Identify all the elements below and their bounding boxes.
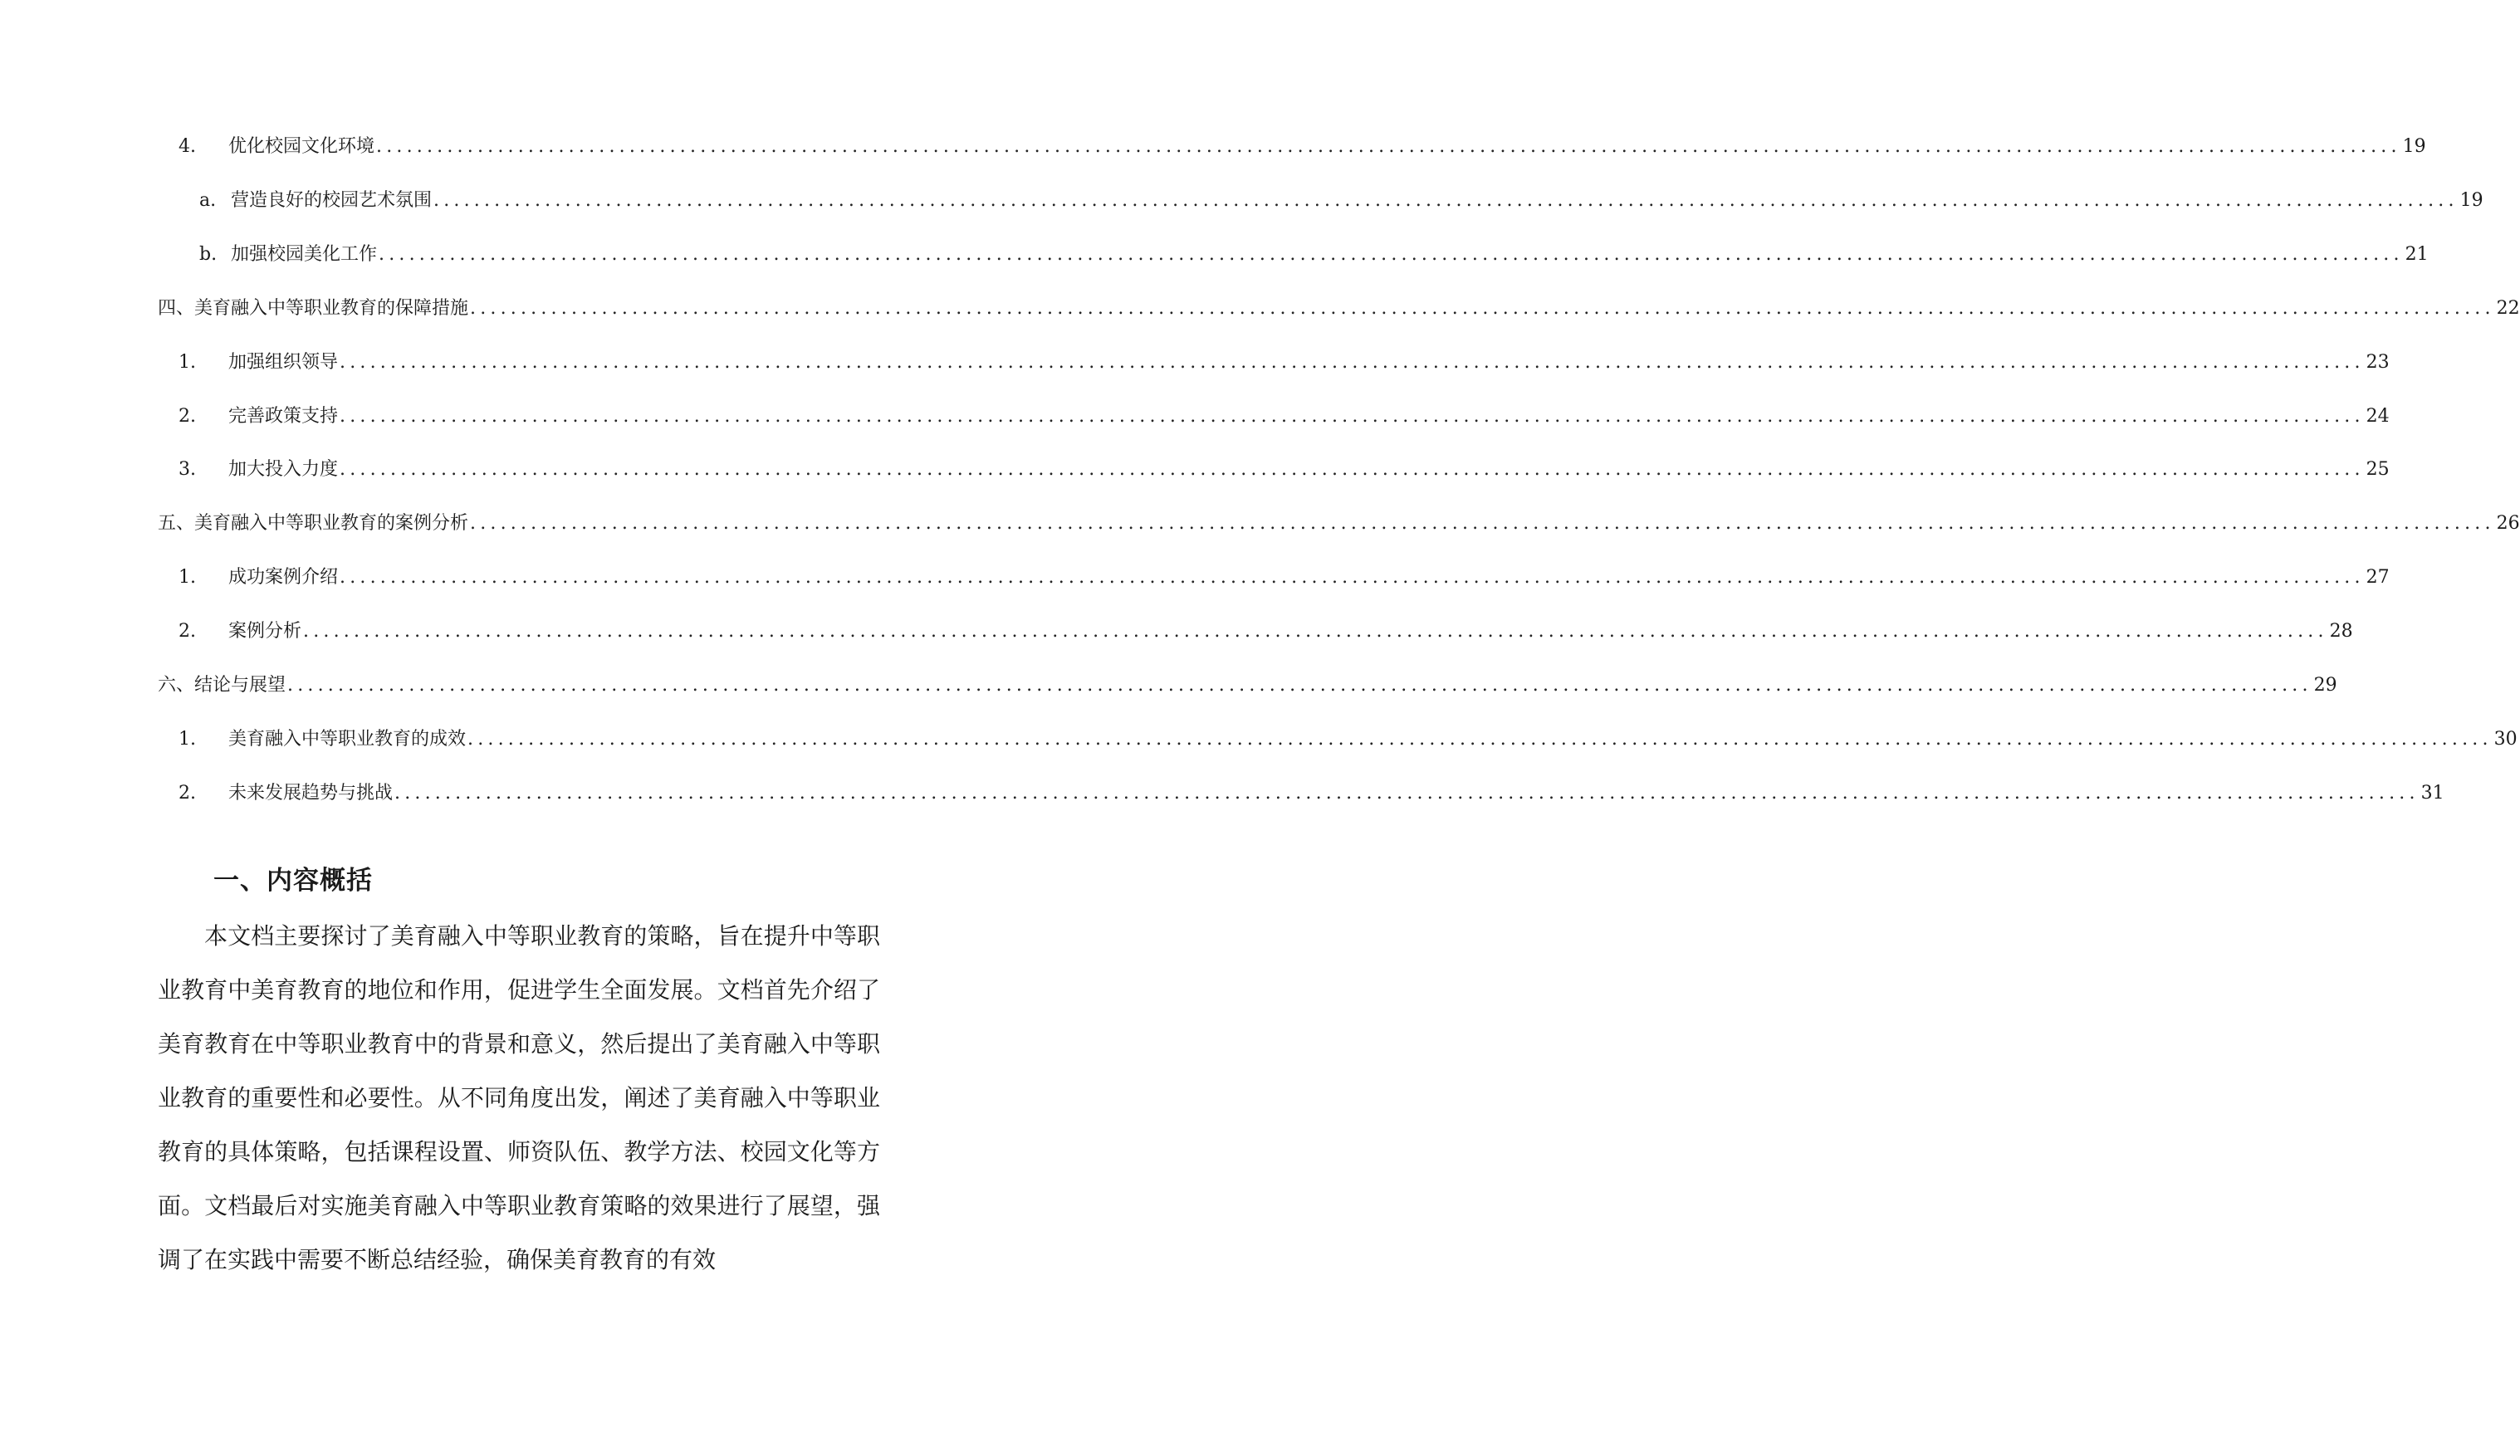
toc-entry-label: 案例分析 [228,621,302,642]
toc-entry-number: 2. [179,783,196,804]
toc-entry[interactable] [158,662,2337,696]
toc-entry-page: 24 [2366,406,2390,427]
toc-entry-page: 30 [2493,729,2518,750]
toc-entry-page: 29 [2313,675,2337,696]
toc-entry[interactable] [199,231,2429,265]
toc-entry[interactable] [179,770,2444,804]
toc-leader-dots: ........................................................................................................................................................................................................ [379,244,2404,265]
toc-entry-label: 四、美育融入中等职业教育的保障措施 [158,298,469,319]
toc-entry-label: 加大投入力度 [228,459,339,480]
toc-entry-label: 加强校园美化工作 [231,244,378,265]
toc-entry-label: 优化校园文化环境 [228,136,375,157]
toc-entry-number: b. [199,244,218,265]
toc-entry-page: 31 [2420,783,2444,804]
toc-entry-number: 4. [179,136,196,157]
toc-entry-page: 19 [2402,136,2426,157]
toc-leader-dots: ........................................................................................................................................................................................................ [340,567,2365,588]
toc-entry-page: 25 [2366,459,2390,480]
toc-entry[interactable] [179,339,2390,373]
toc-entry-page: 27 [2366,567,2390,588]
toc-leader-dots: ........................................................................................................................................................................................................ [340,459,2365,480]
toc-entry-page: 28 [2329,621,2353,642]
toc-entry-number: 3. [179,459,196,480]
toc-entry-number: 1. [179,567,196,588]
toc-entry[interactable] [179,554,2390,588]
toc-entry-number: 2. [179,406,196,427]
toc-entry[interactable] [179,123,2426,157]
toc-entry-page: 19 [2459,190,2483,211]
toc-entry-label: 完善政策支持 [228,406,339,427]
toc-leader-dots: ........................................................................................................................................................................................................ [394,783,2420,804]
toc-entry-label: 美育融入中等职业教育的成效 [228,729,467,750]
section-paragraph: 本文档主要探讨了美育融入中等职业教育的策略，旨在提升中等职业教育中美育教育的地位和作用，促进学生全面发展。文档首先介绍了美育教育在中等职业教育中的背景和意义，然后提出了美育融入中等职业教育的重要性和必要性。从不同角度出发，阐述了美育融入中等职业教育的具体策略，包括课程设置、师资队伍、教学方法、校园文化等方面。文档最后对实施美育融入中等职业教育策略的效果进行了展望，强调了在实践中需要不断总结经验，确保美育教育的有效 [158,922,880,1273]
toc-entry-number: 1. [179,352,196,373]
toc-entry-label: 营造良好的校园艺术氛围 [231,190,433,211]
toc-leader-dots: ........................................................................................................................................................................................................ [470,513,2495,534]
toc-entry[interactable] [179,608,2353,642]
toc-entry-label: 成功案例介绍 [228,567,339,588]
toc-entry[interactable] [158,500,2520,534]
toc-entry[interactable] [199,177,2483,211]
toc-entry[interactable] [179,716,2518,750]
toc-leader-dots: ........................................................................................................................................................................................................ [467,729,2493,750]
toc-entry-page: 23 [2366,352,2390,373]
toc-entry-label: 六、结论与展望 [158,675,286,696]
toc-entry-label: 五、美育融入中等职业教育的案例分析 [158,513,469,534]
toc-entry-label: 未来发展趋势与挑战 [228,783,394,804]
toc-entry[interactable] [158,285,2520,319]
toc-entry-number: 2. [179,621,196,642]
toc-entry-label: 加强组织领导 [228,352,339,373]
toc-entry-number: a. [199,190,217,211]
toc-leader-dots: ........................................................................................................................................................................................................ [433,190,2459,211]
toc-entry[interactable] [179,393,2390,427]
toc-entry-page: 21 [2405,244,2429,265]
toc-leader-dots: ........................................................................................................................................................................................................ [340,406,2365,427]
toc-entry-page: 26 [2496,513,2520,534]
toc-leader-dots: ........................................................................................................................................................................................................ [303,621,2328,642]
toc-leader-dots: ........................................................................................................................................................................................................ [376,136,2401,157]
toc-leader-dots: ........................................................................................................................................................................................................ [340,352,2365,373]
toc-leader-dots: ........................................................................................................................................................................................................ [287,675,2312,696]
section-heading: 一、内容概括 [213,866,373,896]
toc-entry-number: 1. [179,729,196,750]
toc-entry-page: 22 [2496,298,2520,319]
toc-entry[interactable] [179,446,2390,480]
toc-leader-dots: ........................................................................................................................................................................................................ [470,298,2495,319]
